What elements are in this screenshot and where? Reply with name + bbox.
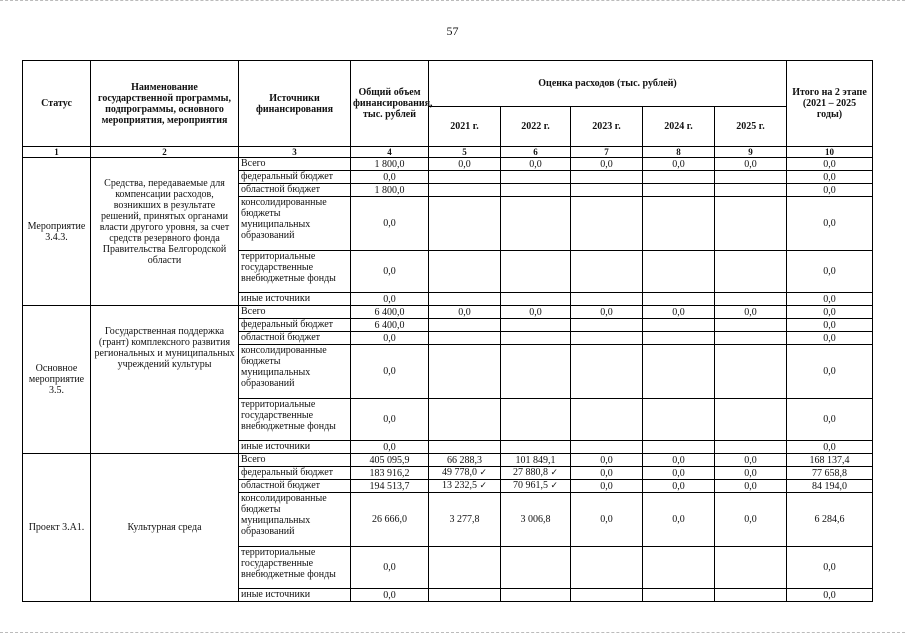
value-cell-y2024 (643, 306, 715, 319)
value-cell-y2022 (501, 454, 571, 467)
value-cell-y2022 (501, 480, 571, 493)
value-cell-y2023 (571, 293, 643, 306)
value-cell-y2024 (643, 251, 715, 293)
value-cell-y2024 (643, 467, 715, 480)
value-text: 0,0 (823, 293, 836, 305)
value-text: 0,0 (600, 514, 613, 525)
value-text: 0,0 (383, 589, 396, 601)
value-text: 26 666,0 (372, 514, 407, 525)
value-cell-y2023 (571, 345, 643, 399)
value-cell-stage (787, 184, 873, 197)
value-text: 84 194,0 (812, 480, 847, 492)
value-text: 0,0 (600, 454, 613, 466)
value-cell-y2021 (429, 306, 501, 319)
value-cell-y2023 (571, 399, 643, 441)
value-cell-y2023 (571, 332, 643, 345)
value-text: 0,0 (458, 158, 471, 170)
value-cell-total (351, 480, 429, 493)
value-cell-stage (787, 306, 873, 319)
value-text: 0,0 (744, 467, 757, 479)
funding-source-cell: федеральный бюджет (239, 171, 351, 184)
value-text: 0,0 (672, 454, 685, 466)
value-text: 1 800,0 (374, 184, 405, 196)
value-text: 0,0 (383, 441, 396, 453)
value-cell-y2022 (501, 547, 571, 589)
value-text: 0,0 (458, 306, 471, 318)
header-year: 2022 г. (501, 107, 571, 147)
value-cell-total (351, 293, 429, 306)
value-cell-total (351, 399, 429, 441)
value-cell-y2022 (501, 197, 571, 251)
funding-source-cell: консолидированные бюджеты муниципальных образований (239, 197, 351, 251)
value-cell-y2022 (501, 332, 571, 345)
value-cell-stage (787, 547, 873, 589)
value-text: 0,0 (383, 293, 396, 305)
page-number: 57 (446, 24, 459, 38)
value-text: 0,0 (823, 184, 836, 196)
value-cell-total (351, 493, 429, 547)
checkmark-icon: ✓ (550, 468, 559, 478)
value-cell-y2024 (643, 399, 715, 441)
funding-source-cell: территориальные государственные внебюджетные фонды (239, 251, 351, 293)
value-cell-y2021 (429, 319, 501, 332)
funding-source-cell: иные источники (239, 293, 351, 306)
value-cell-y2022 (501, 345, 571, 399)
value-cell-y2023 (571, 493, 643, 547)
value-cell-y2023 (571, 589, 643, 602)
activity-name-cell: Средства, передаваемые для компенсации расходов, возникших в результате решений, принятых органами власти другого уровня, за счет средств резервного фонда Правительства Белгородской области (91, 158, 239, 306)
value-text: 27 880,8 (512, 467, 548, 478)
value-cell-total (351, 467, 429, 480)
value-cell-y2024 (643, 589, 715, 602)
value-cell-y2021 (429, 251, 501, 293)
value-text: 0,0 (672, 480, 685, 492)
value-cell-y2025 (715, 345, 787, 399)
value-cell-total (351, 441, 429, 454)
value-text: 405 095,9 (369, 454, 410, 466)
value-cell-stage (787, 251, 873, 293)
column-number: 1 (23, 147, 91, 158)
checkmark-icon: ✓ (550, 481, 559, 491)
value-text: 0,0 (744, 514, 757, 525)
header-status: Статус (23, 61, 91, 147)
value-cell-y2025 (715, 251, 787, 293)
value-text: 0,0 (672, 467, 685, 479)
value-cell-total (351, 547, 429, 589)
value-text: 194 513,7 (369, 480, 410, 492)
checkmark-icon: ✓ (479, 468, 488, 478)
value-cell-y2024 (643, 480, 715, 493)
value-text: 6 284,6 (814, 514, 845, 525)
value-cell-y2024 (643, 293, 715, 306)
value-cell-y2021 (429, 158, 501, 171)
value-cell-y2025 (715, 547, 787, 589)
value-text: 0,0 (823, 171, 836, 183)
value-cell-stage (787, 293, 873, 306)
value-text: 0,0 (744, 454, 757, 466)
value-cell-y2023 (571, 319, 643, 332)
budget-table (22, 60, 873, 602)
value-cell-y2025 (715, 306, 787, 319)
funding-source-cell: консолидированные бюджеты муниципальных образований (239, 345, 351, 399)
value-cell-y2025 (715, 171, 787, 184)
column-number: 5 (429, 147, 501, 158)
table-row (23, 306, 873, 319)
value-cell-total (351, 306, 429, 319)
value-cell-y2023 (571, 171, 643, 184)
value-cell-stage (787, 454, 873, 467)
value-cell-y2023 (571, 251, 643, 293)
value-cell-y2023 (571, 441, 643, 454)
value-cell-y2024 (643, 197, 715, 251)
column-number: 10 (787, 147, 873, 158)
value-text: 6 400,0 (374, 319, 405, 331)
funding-source-cell: Всего (239, 158, 351, 171)
checkmark-icon: ✓ (479, 481, 488, 491)
value-cell-stage (787, 441, 873, 454)
value-cell-y2021 (429, 454, 501, 467)
value-text: 0,0 (600, 158, 613, 170)
value-cell-y2022 (501, 399, 571, 441)
value-text: 0,0 (383, 218, 396, 229)
value-cell-y2024 (643, 171, 715, 184)
funding-source-cell: консолидированные бюджеты муниципальных образований (239, 493, 351, 547)
header-total: Общий объем финансирования, тыс. рублей (351, 61, 429, 147)
value-text: 0,0 (823, 589, 836, 601)
value-cell-y2025 (715, 293, 787, 306)
value-text: 0,0 (823, 562, 836, 573)
value-text: 77 658,8 (812, 467, 847, 479)
value-text: 0,0 (823, 319, 836, 331)
value-cell-y2021 (429, 547, 501, 589)
value-cell-y2021 (429, 197, 501, 251)
value-cell-stage (787, 345, 873, 399)
column-number: 6 (501, 147, 571, 158)
value-text: 0,0 (529, 158, 542, 170)
header-stage-total: Итого на 2 этапе (2021 – 2025 годы) (787, 61, 873, 147)
value-cell-y2023 (571, 547, 643, 589)
value-cell-total (351, 454, 429, 467)
value-cell-y2023 (571, 197, 643, 251)
value-cell-y2025 (715, 589, 787, 602)
value-text: 3 006,8 (520, 514, 551, 525)
value-cell-y2025 (715, 197, 787, 251)
value-cell-y2024 (643, 441, 715, 454)
value-cell-y2021 (429, 467, 501, 480)
value-cell-y2022 (501, 306, 571, 319)
value-text: 3 277,8 (449, 514, 480, 525)
value-cell-y2023 (571, 184, 643, 197)
table-row (23, 158, 873, 171)
value-cell-y2021 (429, 589, 501, 602)
funding-source-cell: иные источники (239, 441, 351, 454)
value-text: 0,0 (672, 514, 685, 525)
funding-source-cell: областной бюджет (239, 332, 351, 345)
value-cell-y2022 (501, 184, 571, 197)
value-text: 0,0 (823, 306, 836, 318)
value-cell-y2025 (715, 480, 787, 493)
column-number: 8 (643, 147, 715, 158)
value-cell-y2022 (501, 251, 571, 293)
value-text: 0,0 (823, 414, 836, 425)
funding-source-cell: областной бюджет (239, 184, 351, 197)
value-cell-stage (787, 399, 873, 441)
value-cell-stage (787, 493, 873, 547)
value-cell-y2025 (715, 493, 787, 547)
value-text: 0,0 (823, 266, 836, 277)
value-cell-total (351, 332, 429, 345)
value-cell-total (351, 171, 429, 184)
header-name: Наименование государственной программы, подпрограммы, основного мероприятия, мероприятия (91, 61, 239, 147)
value-cell-y2023 (571, 306, 643, 319)
value-text: 0,0 (600, 306, 613, 318)
column-number: 9 (715, 147, 787, 158)
activity-name-cell: Культурная среда (91, 454, 239, 602)
value-cell-y2025 (715, 184, 787, 197)
value-text: 0,0 (600, 480, 613, 492)
value-cell-y2024 (643, 454, 715, 467)
value-cell-y2023 (571, 480, 643, 493)
value-cell-y2025 (715, 158, 787, 171)
value-cell-y2023 (571, 454, 643, 467)
page-edge-bottom (0, 632, 905, 634)
value-text: 13 232,5 (441, 480, 477, 491)
value-cell-total (351, 345, 429, 399)
value-cell-y2023 (571, 467, 643, 480)
value-text: 168 137,4 (809, 454, 850, 466)
value-cell-y2022 (501, 441, 571, 454)
value-cell-y2024 (643, 547, 715, 589)
value-cell-stage (787, 332, 873, 345)
table-row (23, 454, 873, 467)
funding-source-cell: Всего (239, 306, 351, 319)
value-cell-y2022 (501, 493, 571, 547)
header-year: 2025 г. (715, 107, 787, 147)
value-cell-stage (787, 158, 873, 171)
value-cell-y2024 (643, 319, 715, 332)
value-text: 0,0 (823, 332, 836, 344)
value-cell-y2024 (643, 184, 715, 197)
value-cell-y2025 (715, 332, 787, 345)
value-cell-total (351, 319, 429, 332)
table-body (23, 158, 873, 602)
status-cell: Основное мероприятие 3.5. (23, 306, 91, 454)
activity-name-cell: Государственная поддержка (грант) комплексного развития региональных и муниципальных учреждений культуры (91, 306, 239, 454)
value-cell-stage (787, 589, 873, 602)
column-number: 4 (351, 147, 429, 158)
value-text: 0,0 (383, 171, 396, 183)
value-cell-stage (787, 197, 873, 251)
value-cell-total (351, 158, 429, 171)
funding-source-cell: территориальные государственные внебюджетные фонды (239, 399, 351, 441)
value-cell-y2022 (501, 293, 571, 306)
value-cell-y2021 (429, 441, 501, 454)
value-cell-y2021 (429, 184, 501, 197)
funding-source-cell: областной бюджет (239, 480, 351, 493)
value-cell-y2022 (501, 158, 571, 171)
value-cell-y2025 (715, 467, 787, 480)
value-text: 0,0 (600, 467, 613, 479)
value-text: 1 800,0 (374, 158, 405, 170)
value-text: 0,0 (383, 414, 396, 425)
column-number: 2 (91, 147, 239, 158)
value-cell-y2021 (429, 493, 501, 547)
value-cell-stage (787, 171, 873, 184)
value-cell-y2021 (429, 399, 501, 441)
value-cell-y2022 (501, 319, 571, 332)
value-cell-y2021 (429, 171, 501, 184)
value-text: 0,0 (744, 306, 757, 318)
value-cell-y2025 (715, 319, 787, 332)
status-cell: Мероприятие 3.4.3. (23, 158, 91, 306)
value-text: 0,0 (823, 441, 836, 453)
value-cell-total (351, 251, 429, 293)
value-text: 66 288,3 (447, 454, 482, 466)
value-text: 0,0 (744, 158, 757, 170)
value-cell-y2024 (643, 158, 715, 171)
header-year: 2024 г. (643, 107, 715, 147)
value-cell-y2025 (715, 399, 787, 441)
value-cell-y2021 (429, 293, 501, 306)
value-cell-stage (787, 319, 873, 332)
value-cell-y2021 (429, 332, 501, 345)
status-cell: Проект 3.А1. (23, 454, 91, 602)
value-text: 183 916,2 (369, 467, 410, 479)
value-cell-y2021 (429, 345, 501, 399)
value-cell-total (351, 184, 429, 197)
funding-source-cell: Всего (239, 454, 351, 467)
column-number: 3 (239, 147, 351, 158)
value-cell-y2024 (643, 332, 715, 345)
value-text: 0,0 (823, 218, 836, 229)
value-cell-y2024 (643, 493, 715, 547)
value-text: 0,0 (823, 158, 836, 170)
funding-source-cell: федеральный бюджет (239, 319, 351, 332)
value-cell-total (351, 589, 429, 602)
funding-source-cell: территориальные государственные внебюджетные фонды (239, 547, 351, 589)
value-text: 101 849,1 (515, 454, 556, 466)
value-text: 0,0 (672, 306, 685, 318)
value-text: 0,0 (529, 306, 542, 318)
value-cell-stage (787, 480, 873, 493)
value-text: 70 961,5 (512, 480, 548, 491)
value-cell-y2025 (715, 441, 787, 454)
value-cell-y2024 (643, 345, 715, 399)
value-text: 0,0 (383, 562, 396, 573)
value-cell-y2023 (571, 158, 643, 171)
value-cell-total (351, 197, 429, 251)
value-text: 49 778,0 (441, 467, 477, 478)
header-year: 2021 г. (429, 107, 501, 147)
header-estimate: Оценка расходов (тыс. рублей) (429, 61, 787, 107)
value-text: 0,0 (383, 366, 396, 377)
funding-source-cell: федеральный бюджет (239, 467, 351, 480)
header-year: 2023 г. (571, 107, 643, 147)
value-text: 0,0 (672, 158, 685, 170)
value-cell-y2025 (715, 454, 787, 467)
header-sources: Источники финансирования (239, 61, 351, 147)
value-cell-stage (787, 467, 873, 480)
value-text: 0,0 (744, 480, 757, 492)
funding-source-cell: иные источники (239, 589, 351, 602)
column-number: 7 (571, 147, 643, 158)
value-cell-y2022 (501, 467, 571, 480)
value-text: 6 400,0 (374, 306, 405, 318)
value-cell-y2022 (501, 171, 571, 184)
value-text: 0,0 (383, 332, 396, 344)
value-cell-y2021 (429, 480, 501, 493)
value-text: 0,0 (823, 366, 836, 377)
page-edge-top (0, 0, 905, 2)
value-cell-y2022 (501, 589, 571, 602)
value-text: 0,0 (383, 266, 396, 277)
